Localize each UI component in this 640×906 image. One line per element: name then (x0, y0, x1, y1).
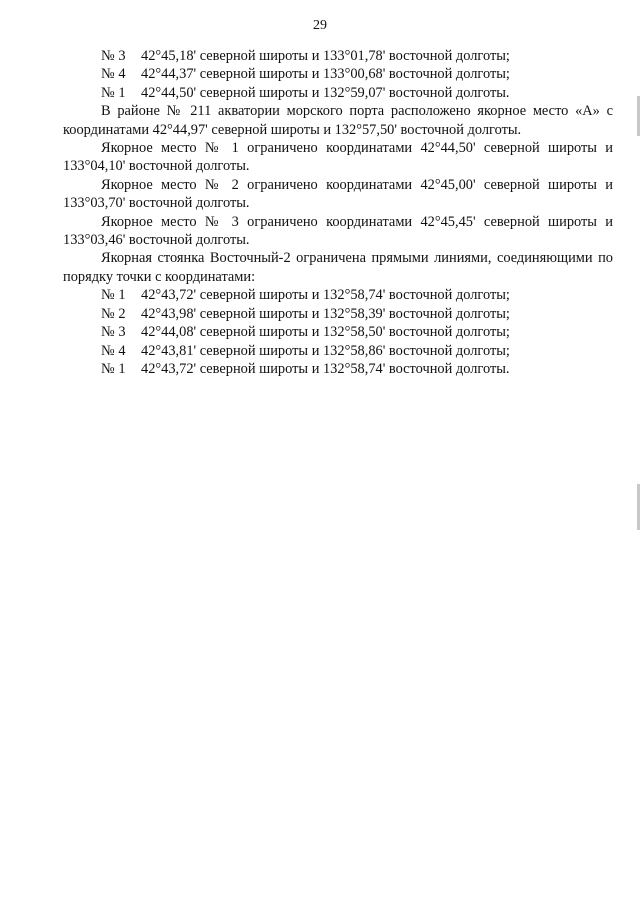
paragraph-anchor-1: Якорное место № 1 ограничено координатами 42°44,50' северной широты и 133°04,10' восточной долготы. (63, 140, 613, 175)
point-coordinates: 42°43,72' северной широты и 132°58,74' восточной долготы. (141, 360, 510, 377)
paragraph-anchor-2: Якорное место № 2 ограничено координатами 42°45,00' северной широты и 133°03,70' восточной долготы. (63, 176, 613, 212)
coordinate-line (63, 47, 613, 65)
coordinate-line (63, 342, 613, 360)
coordinate-line (63, 360, 613, 378)
point-number: № 1 (101, 84, 126, 101)
document-body (63, 47, 613, 378)
point-number: № 2 (101, 305, 126, 322)
coordinate-line (63, 286, 613, 304)
point-coordinates: 42°43,81' северной широты и 132°58,86' восточной долготы; (141, 342, 510, 359)
paragraph-anchor-3: Якорное место № 3 ограничено координатами 42°45,45' северной широты и 133°03,46' восточной долготы. (63, 213, 613, 249)
point-coordinates: 42°45,18' северной широты и 133°01,78' восточной долготы; (141, 48, 510, 64)
point-coordinates: 42°44,50' северной широты и 132°59,07' восточной долготы. (141, 84, 510, 101)
point-number: № 3 (101, 324, 126, 341)
paragraph-area-211: В районе № 211 акватории морского порта расположено якорное место «А» с координатами 42°44,97' северной широты и 132°57,50' восточной долготы. (63, 103, 613, 138)
point-coordinates: 42°43,98' северной широты и 132°58,39' восточной долготы; (141, 305, 510, 322)
point-number: № 1 (101, 287, 126, 304)
point-coordinates: 42°43,72' северной широты и 132°58,74' восточной долготы; (141, 287, 510, 304)
coordinate-line (63, 305, 613, 323)
point-number: № 3 (101, 48, 126, 64)
point-number: № 4 (101, 342, 126, 359)
point-coordinates: 42°44,37' северной широты и 133°00,68' восточной долготы; (141, 66, 510, 83)
point-coordinates: 42°44,08' северной широты и 132°58,50' восточной долготы; (141, 324, 510, 341)
coordinate-line (63, 323, 613, 341)
coordinate-line (63, 84, 613, 102)
coordinate-line (63, 65, 613, 83)
paragraph-vostochny-2: Якорная стоянка Восточный-2 ограничена прямыми линиями, соединяющими по порядку точки с координатами: (63, 250, 613, 285)
point-number: № 4 (101, 66, 126, 83)
point-number: № 1 (101, 360, 126, 377)
page-number: 29 (313, 18, 327, 33)
